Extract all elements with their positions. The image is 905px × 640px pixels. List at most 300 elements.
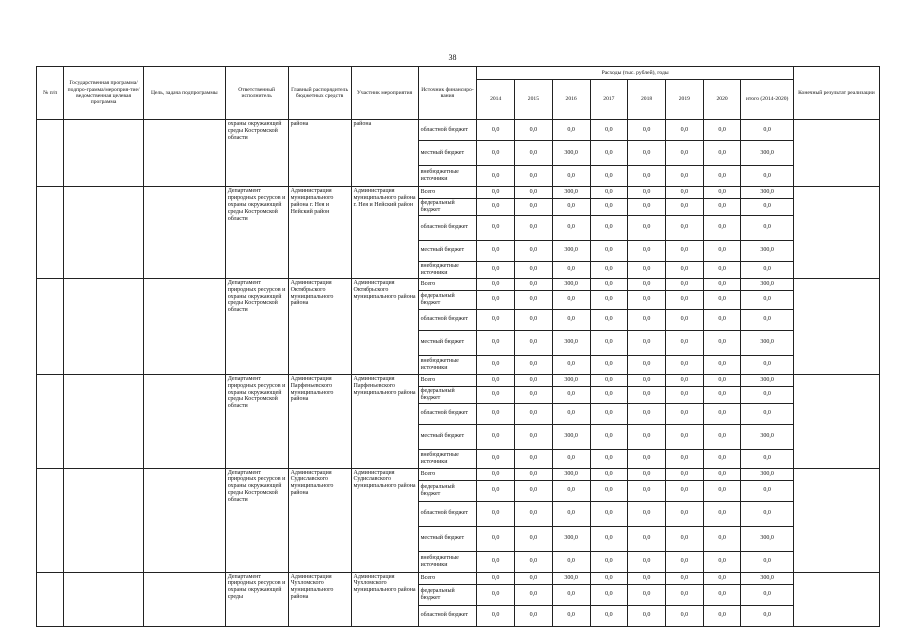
- source-cell: Всего: [418, 374, 477, 386]
- value-cell: 0,0: [515, 141, 553, 166]
- value-cell: 0,0: [515, 572, 553, 584]
- value-cell: 0,0: [703, 526, 741, 551]
- value-cell: 0,0: [665, 424, 703, 449]
- value-cell: 0,0: [477, 424, 515, 449]
- value-cell: 0,0: [703, 199, 741, 216]
- value-cell: 0,0: [703, 584, 741, 605]
- value-cell: 0,0: [703, 480, 741, 501]
- source-cell: областной бюджет: [418, 605, 477, 626]
- value-cell: 0,0: [665, 551, 703, 572]
- value-cell: 0,0: [628, 584, 666, 605]
- value-cell: 0,0: [628, 199, 666, 216]
- value-cell: 0,0: [590, 141, 628, 166]
- value-cell: 300,0: [552, 526, 590, 551]
- value-cell: 0,0: [477, 584, 515, 605]
- value-cell: 0,0: [590, 166, 628, 187]
- value-cell: 0,0: [628, 355, 666, 374]
- value-cell: 0,0: [515, 480, 553, 501]
- table-row: [37, 120, 880, 141]
- year-header: 2017: [590, 80, 628, 120]
- value-cell: 0,0: [552, 501, 590, 526]
- value-cell: 0,0: [552, 309, 590, 330]
- total-cell: 300,0: [741, 278, 793, 290]
- value-cell: 0,0: [515, 468, 553, 480]
- value-cell: 0,0: [552, 605, 590, 626]
- value-cell: 0,0: [515, 551, 553, 572]
- value-cell: 0,0: [590, 199, 628, 216]
- value-cell: 0,0: [665, 278, 703, 290]
- value-cell: 0,0: [703, 355, 741, 374]
- value-cell: 0,0: [477, 330, 515, 355]
- goal-cell: [143, 278, 225, 374]
- value-cell: 0,0: [628, 572, 666, 584]
- value-cell: 0,0: [477, 468, 515, 480]
- responsible-cell: Департамент природных ресурсов и охраны окружающей среды Костромской области: [225, 374, 288, 468]
- total-cell: 300,0: [741, 240, 793, 261]
- value-cell: 0,0: [515, 605, 553, 626]
- value-cell: 0,0: [477, 309, 515, 330]
- value-cell: 0,0: [590, 526, 628, 551]
- value-cell: 0,0: [590, 261, 628, 278]
- col-result-header: Конечный результат реализации: [793, 67, 879, 120]
- value-cell: 0,0: [628, 309, 666, 330]
- total-header: итого (2014-2020): [741, 80, 793, 120]
- source-cell: федеральный бюджет: [418, 386, 477, 403]
- value-cell: 0,0: [628, 526, 666, 551]
- value-cell: 0,0: [590, 278, 628, 290]
- table-row: [37, 374, 880, 386]
- value-cell: 0,0: [477, 449, 515, 468]
- value-cell: 0,0: [628, 468, 666, 480]
- total-cell: 300,0: [741, 468, 793, 480]
- goal-cell: [143, 468, 225, 572]
- result-cell: [793, 374, 879, 468]
- value-cell: 0,0: [703, 551, 741, 572]
- total-cell: 0,0: [741, 355, 793, 374]
- program-cell: [64, 120, 144, 187]
- value-cell: 0,0: [477, 240, 515, 261]
- col-expenses-header: Расходы (тыс. рублей), годы: [477, 67, 794, 80]
- total-cell: 300,0: [741, 141, 793, 166]
- value-cell: 0,0: [590, 468, 628, 480]
- value-cell: 0,0: [515, 424, 553, 449]
- value-cell: 0,0: [515, 584, 553, 605]
- value-cell: 0,0: [703, 290, 741, 309]
- value-cell: 0,0: [515, 355, 553, 374]
- source-cell: местный бюджет: [418, 330, 477, 355]
- value-cell: 0,0: [665, 468, 703, 480]
- num-cell: [37, 374, 64, 468]
- value-cell: 300,0: [552, 240, 590, 261]
- value-cell: 0,0: [515, 240, 553, 261]
- table-row: [37, 572, 880, 584]
- value-cell: 0,0: [590, 120, 628, 141]
- value-cell: 0,0: [477, 141, 515, 166]
- source-cell: местный бюджет: [418, 141, 477, 166]
- value-cell: 0,0: [552, 166, 590, 187]
- value-cell: 0,0: [590, 215, 628, 240]
- source-cell: федеральный бюджет: [418, 584, 477, 605]
- manager-cell: района: [288, 120, 351, 187]
- value-cell: 0,0: [552, 120, 590, 141]
- value-cell: 0,0: [515, 403, 553, 424]
- value-cell: 0,0: [590, 309, 628, 330]
- result-cell: [793, 278, 879, 374]
- source-cell: местный бюджет: [418, 526, 477, 551]
- year-header: 2015: [515, 80, 553, 120]
- program-cell: [64, 278, 144, 374]
- value-cell: 0,0: [590, 403, 628, 424]
- total-cell: 300,0: [741, 424, 793, 449]
- value-cell: 0,0: [703, 449, 741, 468]
- value-cell: 0,0: [628, 187, 666, 199]
- value-cell: 0,0: [477, 278, 515, 290]
- col-source-header: Источник финансиро-вания: [418, 67, 477, 120]
- value-cell: 0,0: [477, 166, 515, 187]
- participant-cell: Администрация Октябрьского муниципального района: [351, 278, 418, 374]
- value-cell: 0,0: [477, 386, 515, 403]
- value-cell: 0,0: [665, 449, 703, 468]
- year-header: 2018: [628, 80, 666, 120]
- source-cell: Всего: [418, 187, 477, 199]
- responsible-cell: Департамент природных ресурсов и охраны окружающей среды Костромской области: [225, 187, 288, 279]
- value-cell: 0,0: [628, 240, 666, 261]
- source-cell: Всего: [418, 278, 477, 290]
- manager-cell: Администрация муниципального района г. Нея и Нейский район: [288, 187, 351, 279]
- value-cell: 0,0: [703, 240, 741, 261]
- source-cell: Всего: [418, 468, 477, 480]
- responsible-cell: Департамент природных ресурсов и охраны окружающей среды: [225, 572, 288, 626]
- year-header: 2019: [665, 80, 703, 120]
- value-cell: 0,0: [515, 309, 553, 330]
- value-cell: 0,0: [703, 187, 741, 199]
- col-program-header: Государственная программа/подпро-грамма/мероприя-тие/ведомственная целевая программа: [64, 67, 144, 120]
- value-cell: 0,0: [665, 199, 703, 216]
- total-cell: 0,0: [741, 199, 793, 216]
- col-responsible-header: Ответственный исполнитель: [225, 67, 288, 120]
- value-cell: 0,0: [515, 166, 553, 187]
- value-cell: 0,0: [515, 330, 553, 355]
- value-cell: 0,0: [552, 386, 590, 403]
- table-row: [37, 187, 880, 199]
- value-cell: 300,0: [552, 424, 590, 449]
- table-row: [37, 468, 880, 480]
- value-cell: 0,0: [665, 240, 703, 261]
- total-cell: 300,0: [741, 572, 793, 584]
- participant-cell: Администрация Чухломского муниципального района: [351, 572, 418, 626]
- goal-cell: [143, 187, 225, 279]
- value-cell: 0,0: [703, 468, 741, 480]
- value-cell: 0,0: [665, 355, 703, 374]
- value-cell: 0,0: [477, 374, 515, 386]
- source-cell: федеральный бюджет: [418, 199, 477, 216]
- value-cell: 0,0: [628, 551, 666, 572]
- col-goal-header: Цель, задача подпрограммы: [143, 67, 225, 120]
- goal-cell: [143, 374, 225, 468]
- result-cell: [793, 120, 879, 187]
- value-cell: 0,0: [665, 290, 703, 309]
- participant-cell: Администрация Парфеньевского муниципального района: [351, 374, 418, 468]
- value-cell: 0,0: [552, 403, 590, 424]
- value-cell: 300,0: [552, 141, 590, 166]
- value-cell: 0,0: [590, 449, 628, 468]
- value-cell: 0,0: [515, 120, 553, 141]
- source-cell: внебюджетные источники: [418, 355, 477, 374]
- value-cell: 0,0: [628, 261, 666, 278]
- responsible-cell: Департамент природных ресурсов и охраны окружающей среды Костромской области: [225, 468, 288, 572]
- value-cell: 0,0: [590, 290, 628, 309]
- manager-cell: Администрация Судиславского муниципального района: [288, 468, 351, 572]
- value-cell: 0,0: [477, 261, 515, 278]
- total-cell: 0,0: [741, 551, 793, 572]
- value-cell: 0,0: [628, 141, 666, 166]
- value-cell: 0,0: [477, 501, 515, 526]
- source-cell: федеральный бюджет: [418, 290, 477, 309]
- value-cell: 300,0: [552, 572, 590, 584]
- value-cell: 0,0: [703, 309, 741, 330]
- value-cell: 0,0: [552, 449, 590, 468]
- value-cell: 0,0: [628, 480, 666, 501]
- value-cell: 0,0: [590, 551, 628, 572]
- program-cell: [64, 468, 144, 572]
- source-cell: областной бюджет: [418, 403, 477, 424]
- value-cell: 0,0: [703, 261, 741, 278]
- value-cell: 0,0: [628, 449, 666, 468]
- value-cell: 0,0: [703, 120, 741, 141]
- value-cell: 300,0: [552, 468, 590, 480]
- year-header: 2020: [703, 80, 741, 120]
- source-cell: внебюджетные источники: [418, 166, 477, 187]
- result-cell: [793, 187, 879, 279]
- value-cell: 0,0: [665, 605, 703, 626]
- value-cell: 0,0: [552, 584, 590, 605]
- value-cell: 0,0: [515, 290, 553, 309]
- source-cell: внебюджетные источники: [418, 261, 477, 278]
- value-cell: 300,0: [552, 330, 590, 355]
- value-cell: 0,0: [477, 290, 515, 309]
- value-cell: 0,0: [590, 501, 628, 526]
- total-cell: 0,0: [741, 309, 793, 330]
- value-cell: 0,0: [515, 374, 553, 386]
- value-cell: 0,0: [628, 386, 666, 403]
- value-cell: 0,0: [590, 424, 628, 449]
- value-cell: 0,0: [590, 355, 628, 374]
- value-cell: 0,0: [515, 215, 553, 240]
- total-cell: 300,0: [741, 526, 793, 551]
- source-cell: внебюджетные источники: [418, 551, 477, 572]
- source-cell: местный бюджет: [418, 424, 477, 449]
- value-cell: 0,0: [665, 261, 703, 278]
- total-cell: 0,0: [741, 166, 793, 187]
- total-cell: 0,0: [741, 120, 793, 141]
- value-cell: 0,0: [477, 199, 515, 216]
- value-cell: 0,0: [628, 424, 666, 449]
- value-cell: 0,0: [552, 355, 590, 374]
- value-cell: 0,0: [515, 449, 553, 468]
- value-cell: 0,0: [477, 215, 515, 240]
- value-cell: 0,0: [628, 605, 666, 626]
- source-cell: областной бюджет: [418, 309, 477, 330]
- value-cell: 0,0: [703, 374, 741, 386]
- value-cell: 0,0: [590, 240, 628, 261]
- value-cell: 0,0: [665, 584, 703, 605]
- value-cell: 0,0: [628, 290, 666, 309]
- value-cell: 0,0: [628, 278, 666, 290]
- value-cell: 0,0: [515, 526, 553, 551]
- value-cell: 0,0: [590, 572, 628, 584]
- participant-cell: Администрация Судиславского муниципального района: [351, 468, 418, 572]
- value-cell: 300,0: [552, 278, 590, 290]
- value-cell: 0,0: [628, 374, 666, 386]
- value-cell: 0,0: [515, 187, 553, 199]
- total-cell: 0,0: [741, 386, 793, 403]
- total-cell: 0,0: [741, 501, 793, 526]
- value-cell: 0,0: [628, 330, 666, 355]
- program-cell: [64, 374, 144, 468]
- page-number: 38: [448, 53, 457, 62]
- year-header: 2014: [477, 80, 515, 120]
- total-cell: 0,0: [741, 584, 793, 605]
- program-cell: [64, 187, 144, 279]
- program-cell: [64, 572, 144, 626]
- value-cell: 0,0: [515, 278, 553, 290]
- value-cell: 0,0: [703, 166, 741, 187]
- value-cell: 300,0: [552, 374, 590, 386]
- value-cell: 0,0: [665, 403, 703, 424]
- total-cell: 0,0: [741, 215, 793, 240]
- value-cell: 0,0: [665, 215, 703, 240]
- source-cell: Всего: [418, 572, 477, 584]
- value-cell: 0,0: [703, 278, 741, 290]
- value-cell: 0,0: [665, 480, 703, 501]
- value-cell: 0,0: [477, 572, 515, 584]
- value-cell: 0,0: [665, 309, 703, 330]
- value-cell: 0,0: [477, 526, 515, 551]
- value-cell: 0,0: [703, 330, 741, 355]
- value-cell: 0,0: [552, 551, 590, 572]
- goal-cell: [143, 120, 225, 187]
- value-cell: 0,0: [628, 120, 666, 141]
- table-body: [37, 120, 880, 627]
- total-cell: 0,0: [741, 261, 793, 278]
- source-cell: областной бюджет: [418, 215, 477, 240]
- source-cell: внебюджетные источники: [418, 449, 477, 468]
- value-cell: 0,0: [477, 187, 515, 199]
- total-cell: 0,0: [741, 449, 793, 468]
- manager-cell: Администрация Октябрьского муниципального района: [288, 278, 351, 374]
- source-cell: областной бюджет: [418, 501, 477, 526]
- value-cell: 0,0: [552, 480, 590, 501]
- total-cell: 0,0: [741, 480, 793, 501]
- total-cell: 0,0: [741, 290, 793, 309]
- num-cell: [37, 572, 64, 626]
- value-cell: 0,0: [477, 480, 515, 501]
- col-num-header: № п/п: [37, 67, 64, 120]
- num-cell: [37, 120, 64, 187]
- source-cell: федеральный бюджет: [418, 480, 477, 501]
- financing-table: [36, 66, 880, 627]
- value-cell: 0,0: [477, 355, 515, 374]
- value-cell: 0,0: [477, 605, 515, 626]
- value-cell: 300,0: [552, 187, 590, 199]
- value-cell: 0,0: [628, 501, 666, 526]
- result-cell: [793, 572, 879, 626]
- value-cell: 0,0: [703, 386, 741, 403]
- value-cell: 0,0: [703, 403, 741, 424]
- value-cell: 0,0: [665, 166, 703, 187]
- value-cell: 0,0: [552, 261, 590, 278]
- participant-cell: Администрация муниципального района г. Нея и Нейский район: [351, 187, 418, 279]
- value-cell: 0,0: [628, 166, 666, 187]
- value-cell: 0,0: [590, 584, 628, 605]
- value-cell: 0,0: [665, 374, 703, 386]
- total-cell: 300,0: [741, 374, 793, 386]
- total-cell: 300,0: [741, 187, 793, 199]
- value-cell: 0,0: [665, 501, 703, 526]
- value-cell: 0,0: [590, 330, 628, 355]
- col-manager-header: Главный распорядитель бюджетных средств: [288, 67, 351, 120]
- value-cell: 0,0: [665, 120, 703, 141]
- value-cell: 0,0: [477, 551, 515, 572]
- manager-cell: Администрация Парфеньевского муниципального района: [288, 374, 351, 468]
- value-cell: 0,0: [665, 386, 703, 403]
- value-cell: 0,0: [590, 480, 628, 501]
- value-cell: 0,0: [665, 572, 703, 584]
- value-cell: 0,0: [703, 141, 741, 166]
- responsible-cell: охраны окружающей среды Костромской области: [225, 120, 288, 187]
- value-cell: 0,0: [552, 215, 590, 240]
- table-row: [37, 278, 880, 290]
- value-cell: 0,0: [665, 526, 703, 551]
- value-cell: 0,0: [590, 187, 628, 199]
- num-cell: [37, 278, 64, 374]
- value-cell: 0,0: [665, 330, 703, 355]
- value-cell: 0,0: [665, 187, 703, 199]
- value-cell: 0,0: [665, 141, 703, 166]
- value-cell: 0,0: [590, 386, 628, 403]
- value-cell: 0,0: [515, 261, 553, 278]
- header-row-top: [37, 67, 880, 80]
- col-participant-header: Участник мероприятия: [351, 67, 418, 120]
- manager-cell: Администрация Чухломского муниципального района: [288, 572, 351, 626]
- source-cell: местный бюджет: [418, 240, 477, 261]
- value-cell: 0,0: [703, 572, 741, 584]
- total-cell: 300,0: [741, 330, 793, 355]
- source-cell: областной бюджет: [418, 120, 477, 141]
- value-cell: 0,0: [477, 120, 515, 141]
- num-cell: [37, 468, 64, 572]
- responsible-cell: Департамент природных ресурсов и охраны окружающей среды Костромской области: [225, 278, 288, 374]
- value-cell: 0,0: [515, 386, 553, 403]
- value-cell: 0,0: [590, 374, 628, 386]
- total-cell: 0,0: [741, 605, 793, 626]
- value-cell: 0,0: [628, 403, 666, 424]
- goal-cell: [143, 572, 225, 626]
- total-cell: 0,0: [741, 403, 793, 424]
- value-cell: 0,0: [515, 501, 553, 526]
- year-header: 2016: [552, 80, 590, 120]
- value-cell: 0,0: [590, 605, 628, 626]
- value-cell: 0,0: [552, 290, 590, 309]
- value-cell: 0,0: [515, 199, 553, 216]
- value-cell: 0,0: [703, 424, 741, 449]
- participant-cell: района: [351, 120, 418, 187]
- num-cell: [37, 187, 64, 279]
- result-cell: [793, 468, 879, 572]
- value-cell: 0,0: [552, 199, 590, 216]
- value-cell: 0,0: [703, 605, 741, 626]
- value-cell: 0,0: [628, 215, 666, 240]
